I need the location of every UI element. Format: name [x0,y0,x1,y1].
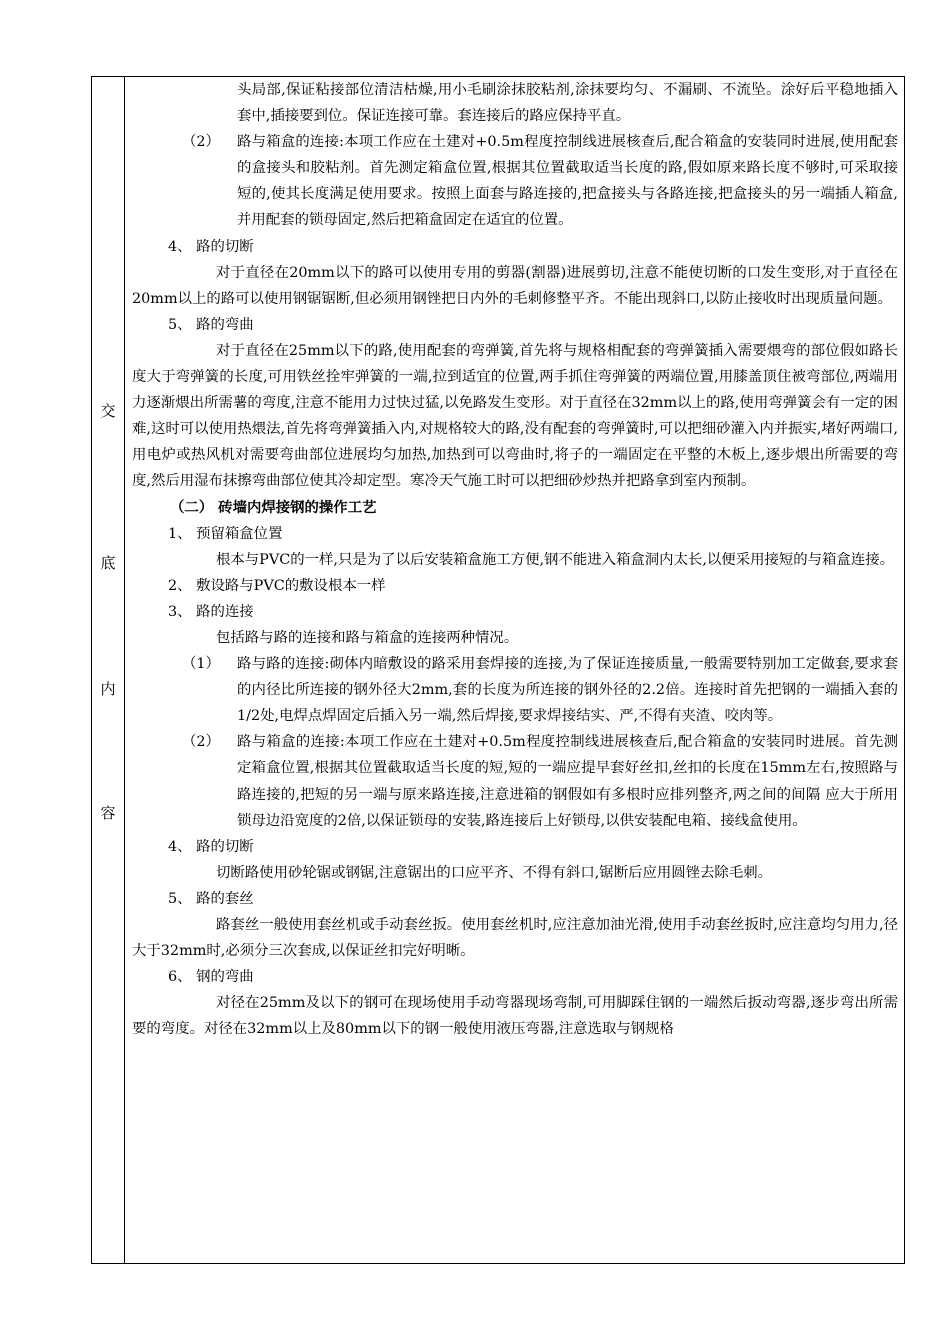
body-paragraph: 对径在25mm及以下的钢可在现场使用手动弯器现场弯制,可用脚踩住钢的一端然后扳动弯器,逐步弯出所需要的弯度。对径在32mm以上及80mm以下的钢一般使用液压弯器,注意选取与钢规格 [132,995,898,1038]
item-number: （1） [182,656,220,673]
side-label-char-3: 内 [100,680,116,698]
subsection-heading: 6、 钢的弯曲 [168,969,254,986]
subsection-heading: 1、 预留箱盒位置 [168,525,283,542]
body-paragraph: 包括路与路的连接和路与箱盒的连接两种情况。 [216,629,519,646]
item-number: （2） [182,134,220,151]
item-text: 路与箱盒的连接:本项工作应在土建对+0.5m程度控制线进展核查后,配合箱盒的安装同时进展。首先测定箱盒位置,根据其位置截取适当长度的短,短的一端应提早套好丝扣,丝扣的长度在15mm左右,按照路与路连接的,把短的另一端与原来路连接,注意进箱的钢假如有多根时应排列整齐,两之间的间隔 应大于所用锁母边沿宽度的2倍,以保证锁母的安装,路连接后上好锁母,以供安装配电箱、接线盒使用。 [237,734,898,829]
continued-paragraph [132,77,898,129]
subsection-heading: 4、 路的切断 [168,238,254,255]
subsection-heading: 5、 路的套丝 [168,890,254,907]
side-label-char-1: 交 [100,402,116,420]
document-content [132,77,898,1042]
column-divider [124,76,125,1264]
side-label-char-2: 底 [100,554,116,572]
item-text: 路与箱盒的连接:本项工作应在土建对+0.5m程度控制线进展核查后,配合箱盒的安装同时进展,使用配套的盒接头和胶粘剂。首先测定箱盒位置,根据其位置截取适当长度的路,假如原来路长度不够时,可采取接短的,使其长度满足使用要求。按照上面套与路连接的,把盒接头与各路连接,把盒接头的另一端插人箱盒,并用配套的锁母固定,然后把箱盒固定在适宜的位置。 [237,134,898,229]
subsection-heading: 4、 路的切断 [168,838,254,855]
numbered-item [132,729,898,833]
body-paragraph: 根本与PVC的一样,只是为了以后安装箱盒施工方便,钢不能进入箱盒洞内太长,以便采用接短的与箱盒连接。 [216,551,894,568]
subsection-heading: 3、 路的连接 [168,603,254,620]
item-number: （2） [182,734,220,751]
numbered-item [132,651,898,729]
body-paragraph: 对于直径在20mm以下的路可以使用专用的剪器(割器)进展剪切,注意不能使切断的口发生变形,对于直径在20mm以上的路可以使用钢锯锯断,但必须用钢锉把日内外的毛刺修整平齐。不能出现斜口,以防止接收时出现质量问题。 [132,264,898,307]
numbered-item [132,129,898,233]
body-paragraph: 切断路使用砂轮锯或钢锯,注意锯出的口应平齐、不得有斜口,锯断后应用圆锉去除毛刺。 [216,864,772,881]
paragraph-text: 头局部,保证粘接部位清洁枯燥,用小毛刷涂抹胶粘剂,涂抹要均匀、不漏刷、不流坠。涂好后平稳地插入套中,插接要到位。保证连接可靠。套连接后的路应保持平直。 [237,82,898,125]
side-label-char-4: 容 [100,804,116,822]
subsection-heading: 5、 路的弯曲 [168,316,254,333]
body-paragraph: 对于直径在25mm以下的路,使用配套的弯弹簧,首先将与规格相配套的弯弹簧插入需要煨弯的部位假如路长度大于弯弹簧的长度,可用铁丝拴牢弹簧的一端,拉到适宜的位置,两手抓住弯弹簧的两端位置,用膝盖顶住被弯部位,两端用力逐渐煨出所需薯的弯度,注意不能用力过快过猛,以免路发生变形。对于直径在32mm以上的路,使用弯弹簧会有一定的困难,这时可以使用热煨法,首先将弯弹簧插入内,对规格较大的路,没有配套的弯弹簧时,可以把细砂灌入内并振实,堵好两端口,用电炉或热风机对需要弯曲部位进展均匀加热,加热到可以弯曲时,将子的一端固定在平整的木板上,逐步煨出所需要的弯度,然后用湿布抹擦弯曲部位使其冷却定型。寒冷天气施工时可以把细砂炒热并把路拿到室内预制。 [132,342,898,490]
body-paragraph: 路套丝一般使用套丝机或手动套丝扳。使用套丝机时,应注意加油光滑,使用手动套丝扳时,应注意均匀用力,径大于32mm时,必须分三次套成,以保证丝扣完好明晰。 [132,917,898,960]
subsection-heading: 2、 敷设路与PVC的敷设根本一样 [168,577,386,594]
item-text: 路与路的连接:砌体内暗敷设的路采用套焊接的连接,为了保证连接质量,一般需要特别加工定做套,要求套的内径比所连接的钢外径大2mm,套的长度为所连接的钢外径的2.2倍。连接时首先把钢的一端插入套的1/2处,电焊点焊固定后插入另一端,然后焊接,要求焊接结实、严,不得有夹渣、咬肉等。 [237,656,898,725]
section-heading: （二） 砖墙内焊接钢的操作工艺 [170,498,377,516]
